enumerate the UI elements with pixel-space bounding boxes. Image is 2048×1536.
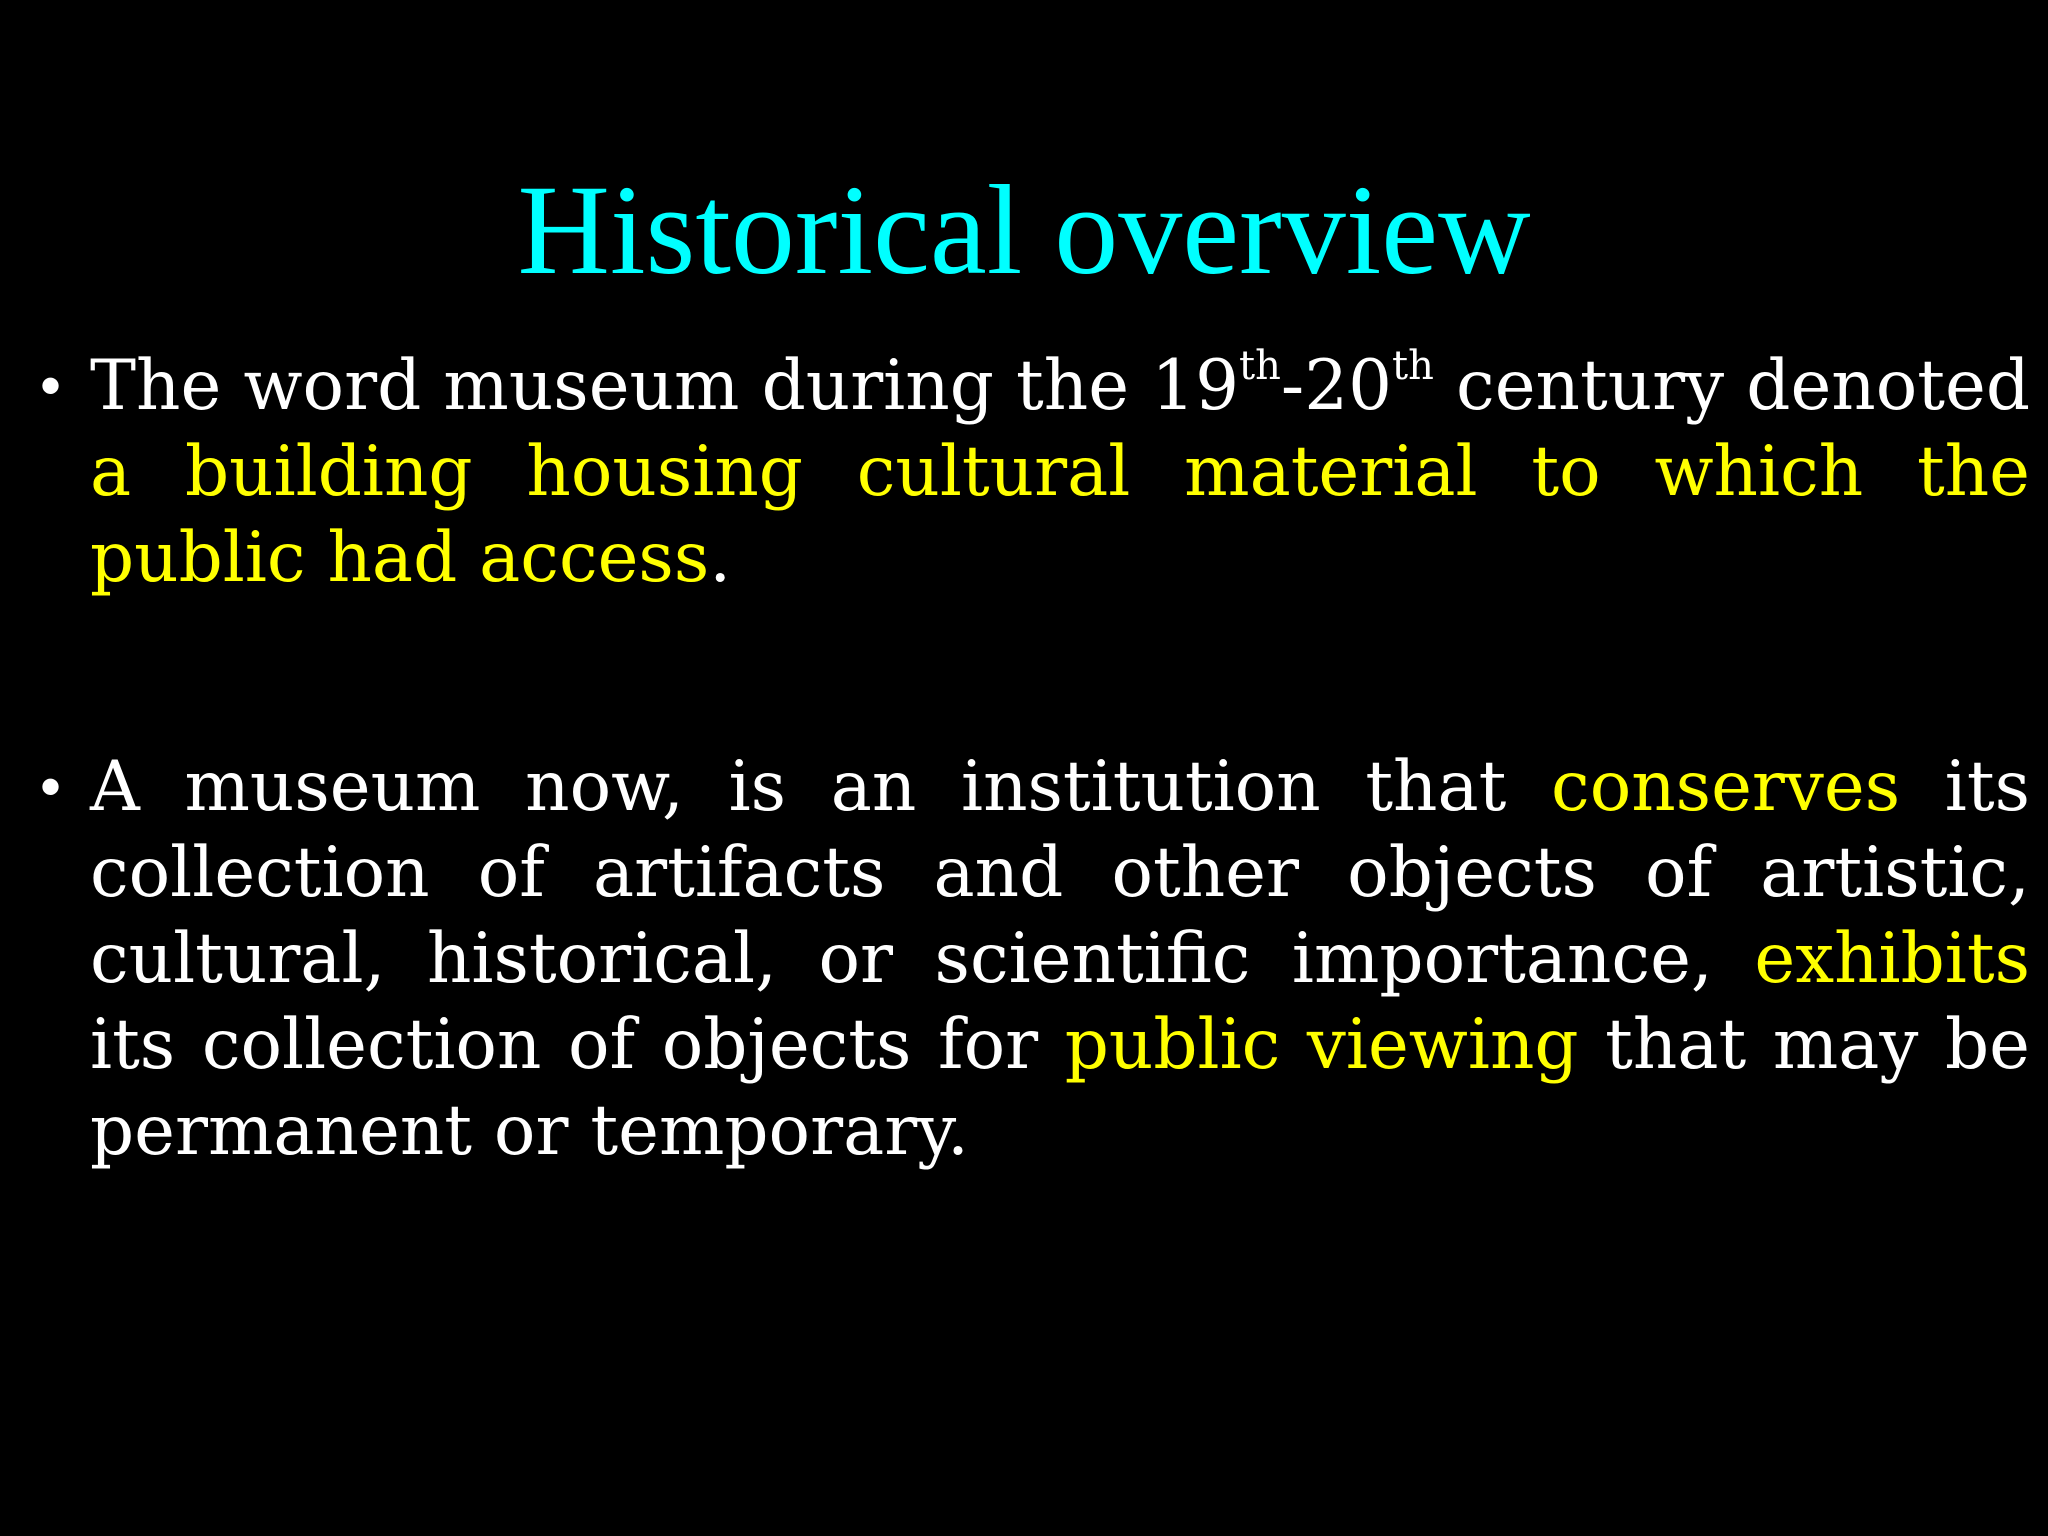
slide-title: Historical overview	[517, 159, 1531, 301]
bullet-1-text	[90, 343, 2030, 601]
highlighted-word-exhibits: exhibits	[1754, 919, 2030, 999]
highlighted-phrase: a building housing cultural material to which the public had access	[90, 432, 2030, 598]
bullet-2-text-part: that may be permanent or temporary.	[90, 1005, 2030, 1171]
bullet-1-text-part: -20	[1280, 346, 1393, 426]
bullet-icon: •	[40, 753, 62, 820]
bullet-2-text-part: its collection of artifacts and other objects of artistic, cultural, historical, or scientific importance,	[90, 747, 2031, 999]
bullet-1-text-part: century denoted	[1433, 346, 2030, 426]
bullet-icon: •	[40, 352, 62, 419]
bullet-2-text-part: its collection of objects for	[90, 1005, 1065, 1085]
superscript-th: th	[1239, 343, 1281, 389]
bullet-1-text-part: The word museum during the 19	[90, 346, 1240, 426]
bullet-2-text-part: A museum now, is an institution that	[90, 747, 1552, 827]
bullet-2-text	[90, 744, 2030, 1174]
superscript-th: th	[1392, 343, 1434, 389]
highlighted-phrase-public-viewing: public viewing	[1064, 1005, 1579, 1085]
highlighted-word-conserves: conserves	[1551, 747, 1901, 827]
bullet-1-text-part: .	[709, 518, 732, 598]
bullet-item-2	[40, 744, 2030, 1174]
bullet-item-1	[40, 343, 2030, 601]
